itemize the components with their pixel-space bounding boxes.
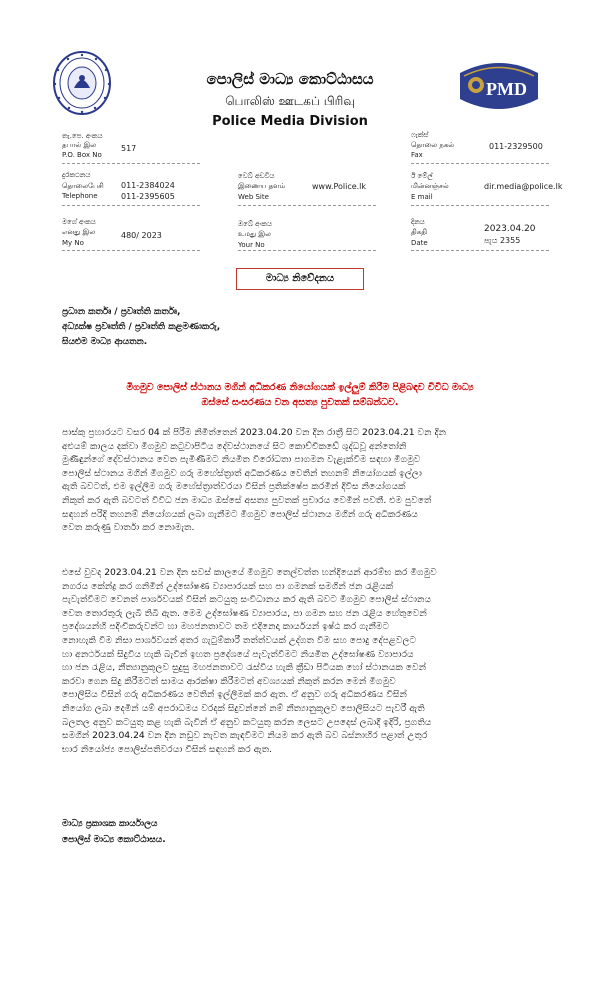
website-label-si: වෙබ් අඩවිය — [238, 172, 275, 180]
website-link[interactable]: www.Police.lk — [312, 182, 367, 191]
date-label-si: දිනය — [411, 218, 425, 226]
subject-line: ඔස්සේ සංසරණය වන අසත්‍ය පුවතක් සම්බන්ධව. — [201, 397, 399, 408]
fax-value: 011-2329500 — [489, 142, 543, 151]
paragraph-line: පැවැත්වීමට වෙනත් පාර්ශවයක් විසින් කටයුතු සංවිධානය කර ඇති බවට මීගමුව පොලිස් ස්ථානය — [62, 594, 432, 606]
fax-label-en: Fax — [411, 151, 423, 159]
paragraph-line: සමගින් 2023.04.24 වන දින නඩුව නැවත කැඳවීමට නියම කර ඇති බව බස්නාහිර පළාත් උතුර — [62, 730, 428, 742]
addressee-line: අධ්‍යක්ෂ ප්‍රවෘත්ති / ප්‍රවෘත්ති කළමණාකරු, — [62, 322, 221, 332]
subject-line: මීගමුව පොලිස් ස්ථානය මගින් අධිකරණ නියෝගයක් ඉල්ලුම් කිරීම පිළිබඳව විවිධ මාධ්‍ය — [126, 382, 474, 393]
time-value: පැය 2355 — [484, 236, 521, 245]
website-label-en: Web Site — [238, 193, 269, 201]
telephone-label-ta: தொலைபேசி — [62, 182, 104, 190]
your-no-label-ta: உமது இல — [238, 230, 271, 238]
date-label-en: Date — [411, 239, 428, 247]
signoff-line: පොලිස් මාධ්‍ය කොට්ඨාසය. — [62, 835, 166, 845]
paragraph-line: භාර නියෝජ්‍ය පොලිස්පතිවරයා විසින් සඳහන් කර ඇත. — [62, 743, 273, 755]
pobox-value: 517 — [121, 144, 137, 153]
paragraph-1 — [62, 426, 540, 535]
my-no-label-ta: எனது இல — [62, 228, 96, 236]
divider — [238, 205, 376, 206]
paragraph-line: ප්‍රදේශයන්හි පදිංචිකරුවන්ට හා මහජනතාවට තම එදිනෙදා කාර්යයන් ඉෂ්ඨ කර ගැනීමට — [62, 621, 390, 633]
paragraph-line: පාස්කු ප්‍රහාරයට වසර 04 ක් පිරීම නිමිත්තෙන් 2023.04.20 වන දින රාත්‍රී සිට 2023.04.21 වන දින — [62, 427, 447, 438]
divider — [411, 163, 549, 164]
email-label-en: E mail — [411, 193, 433, 201]
signoff-line: මාධ්‍ය ප්‍රකාශක කාර්යාලය — [62, 819, 158, 829]
paragraph-line: හා ජන රැළිය, නීත්‍යානුකූලව සුදුසු මහජනතාවට රැස්විය හැකි ක්‍රීඩා පිටියක හෝ ස්ථානයක වෙන් — [62, 662, 427, 674]
subject — [62, 380, 538, 410]
paragraph-line: පොලිසිය විසින් ගරු අධිකරණය වෙතින් ඉල්ලීමක් කර ඇත. ඒ අනුව ගරු අධිකරණය විසින් — [62, 689, 407, 701]
media-release-heading: මාධ්‍ය නිවේදනය — [236, 268, 364, 290]
police-emblem-logo — [52, 50, 112, 116]
divider — [62, 163, 200, 164]
fax-label-si: ෆැක්ස් — [411, 131, 429, 139]
paragraph-line: බලතල අනුව කටයුතු කළ හැකි බැවින් ඒ අනුව කටයුතු කරන ලෙසට උපදෙස් ලබාදී ඉදිරි, ප්‍රගතිය — [62, 716, 432, 728]
fax-label-ta: தொலை நகல் — [411, 141, 455, 149]
telephone-value-2: 011-2395605 — [121, 192, 175, 201]
header-title-sinhala: පොලිස් මාධ්‍ය කොට්ඨාසය — [206, 70, 374, 88]
paragraph-line: නොහැකි වීම නිසා පාර්ශවයන් අතර ගැටුම්කාරී තත්ත්වයක් උද්ගත වීම සහ පොදු දේපළවලට — [62, 634, 417, 646]
pobox-label-en: P.O. Box No — [62, 151, 102, 159]
date-value: 2023.04.20 — [484, 224, 536, 234]
email-label-si: ඊ මේල් — [411, 172, 433, 180]
paragraph-line: නිකුත් කර ඇති බවටත් විවිධ ජන මාධ්‍ය ඔස්සේ අසත්‍ය පුවතක් ප්‍රචාරය වෙමින් පවතී. එම පුවතේ — [62, 494, 432, 506]
pobox-label-si: තැ.පෙ. අංකය — [62, 132, 103, 140]
website-label-ta: இணைய தளம் — [238, 182, 286, 190]
paragraph-line: අළුයම් කාලය දක්වා මීගමුව කටුවාපිටිය දේවස්ථානයේ සිට කොච්චිකඩේ ශුද්ධවූ අන්තෝනි — [62, 440, 407, 452]
addressee-line: ප්‍රධාන කර්තෘ / ප්‍රවෘත්ති කර්තෘ, — [62, 307, 181, 317]
header-title-tamil: பொலிஸ் ஊடகப் பிரிவு — [225, 94, 355, 108]
pmd-logo — [456, 55, 542, 113]
email-label-ta: மின்னஞ்சல் — [411, 182, 449, 190]
pmd-logo-text: PMD — [486, 79, 527, 99]
paragraph-line: වෙත කරුණු වාර්තා කර නොමැත. — [62, 522, 195, 534]
paragraph-line: සඳහන් පරිදි තහනම් නියෝගයක් ලබා ගැනීමට මීගමුව පොලිස් ස්ථානය මගින් ගරු අධිකරණය — [62, 508, 418, 520]
divider — [62, 205, 200, 206]
date-label-ta: திகதி — [411, 228, 427, 236]
telephone-label-en: Telephone — [62, 192, 98, 200]
paragraph-line: හා අනර්ථයක් සිදුවිය හැකි බැවින් ඉහත ප්‍රදේශයේ පැවැත්වීමට නියමිත උද්ඝෝෂණ ව්‍යාපාරය — [62, 648, 414, 660]
paragraph-line: නියෝග ලබා දෙමින් යම් අපරාධමය වරදක් සිදුවන්නේ නම් නීත්‍යානුකූලව පොලිසියට පැවරී ඇති — [62, 702, 425, 714]
paragraph-2 — [62, 566, 540, 756]
paragraph-line: නගරය කේන්ද්‍ර කර ගනිමින් උද්ඝෝෂණ ව්‍යාපාරයක් සහ පා ගමනක් සමගින් ජන රැළියක් — [62, 580, 394, 592]
pobox-label-ta: தபால் இல — [62, 141, 97, 149]
divider — [411, 205, 549, 206]
addressee-line: සියළුම මාධ්‍ය ආයතන. — [62, 337, 148, 347]
telephone-label-si: දුරකථනය — [62, 171, 91, 179]
my-no-label-si: මගේ අංකය — [62, 218, 96, 226]
my-no-value: 480/ 2023 — [121, 231, 162, 240]
paragraph-line: එසේ වුවද 2023.04.21 වන දින සවස් කාලයේ මීගමුව තෙල්වත්ත හන්දියෙන් ආරම්භ කර මීගමුව — [62, 567, 437, 578]
header-title-english: Police Media Division — [212, 114, 368, 129]
my-no-label-en: My No — [62, 239, 84, 247]
your-no-label-si: ඔබේ අංකය — [238, 220, 272, 228]
paragraph-line: ඇති බවටත්, එම ඉල්ලීම ගරු මහේස්ත්‍රාත්වරයා විසින් ප්‍රතික්ෂේප කරමින් දිවිස නියෝගයක් — [62, 481, 406, 493]
divider — [411, 250, 549, 251]
telephone-value-1: 011-2384024 — [121, 181, 175, 190]
email-link[interactable]: dir.media@police.lk — [484, 182, 563, 191]
paragraph-line: මුණිඳුන්ගේ දේවස්ථානය වෙත පැමිණීමට නියමිත විරෝධතා පාගමන වැළැක්වීම සඳහා මීගමුව — [62, 454, 421, 466]
paragraph-line: පොලිස් ස්ථානය මගින් මීගමුව ගරු මහේස්ත්‍රාත් අධිකරණය වෙතින් තහනම් නියෝගයක් ඉල්ලා — [62, 467, 422, 479]
paragraph-line: වෙත තොරතුරු ලැබී තිබී ඇත. මෙම උද්ඝෝෂණ ව්‍යාපාරය, පා ගමන සහ ජන රැළිය හේතුවෙන් — [62, 607, 427, 619]
divider — [62, 250, 200, 251]
paragraph-line: කරවා ගෙන සිදු කිරීමටත් සාමය ආරක්ෂා කිරීමටත් අවශ්‍යයක් නිකුත් කරන මෙන් මීගමුව — [62, 675, 396, 687]
divider — [238, 250, 376, 251]
your-no-label-en: Your No — [238, 241, 265, 249]
